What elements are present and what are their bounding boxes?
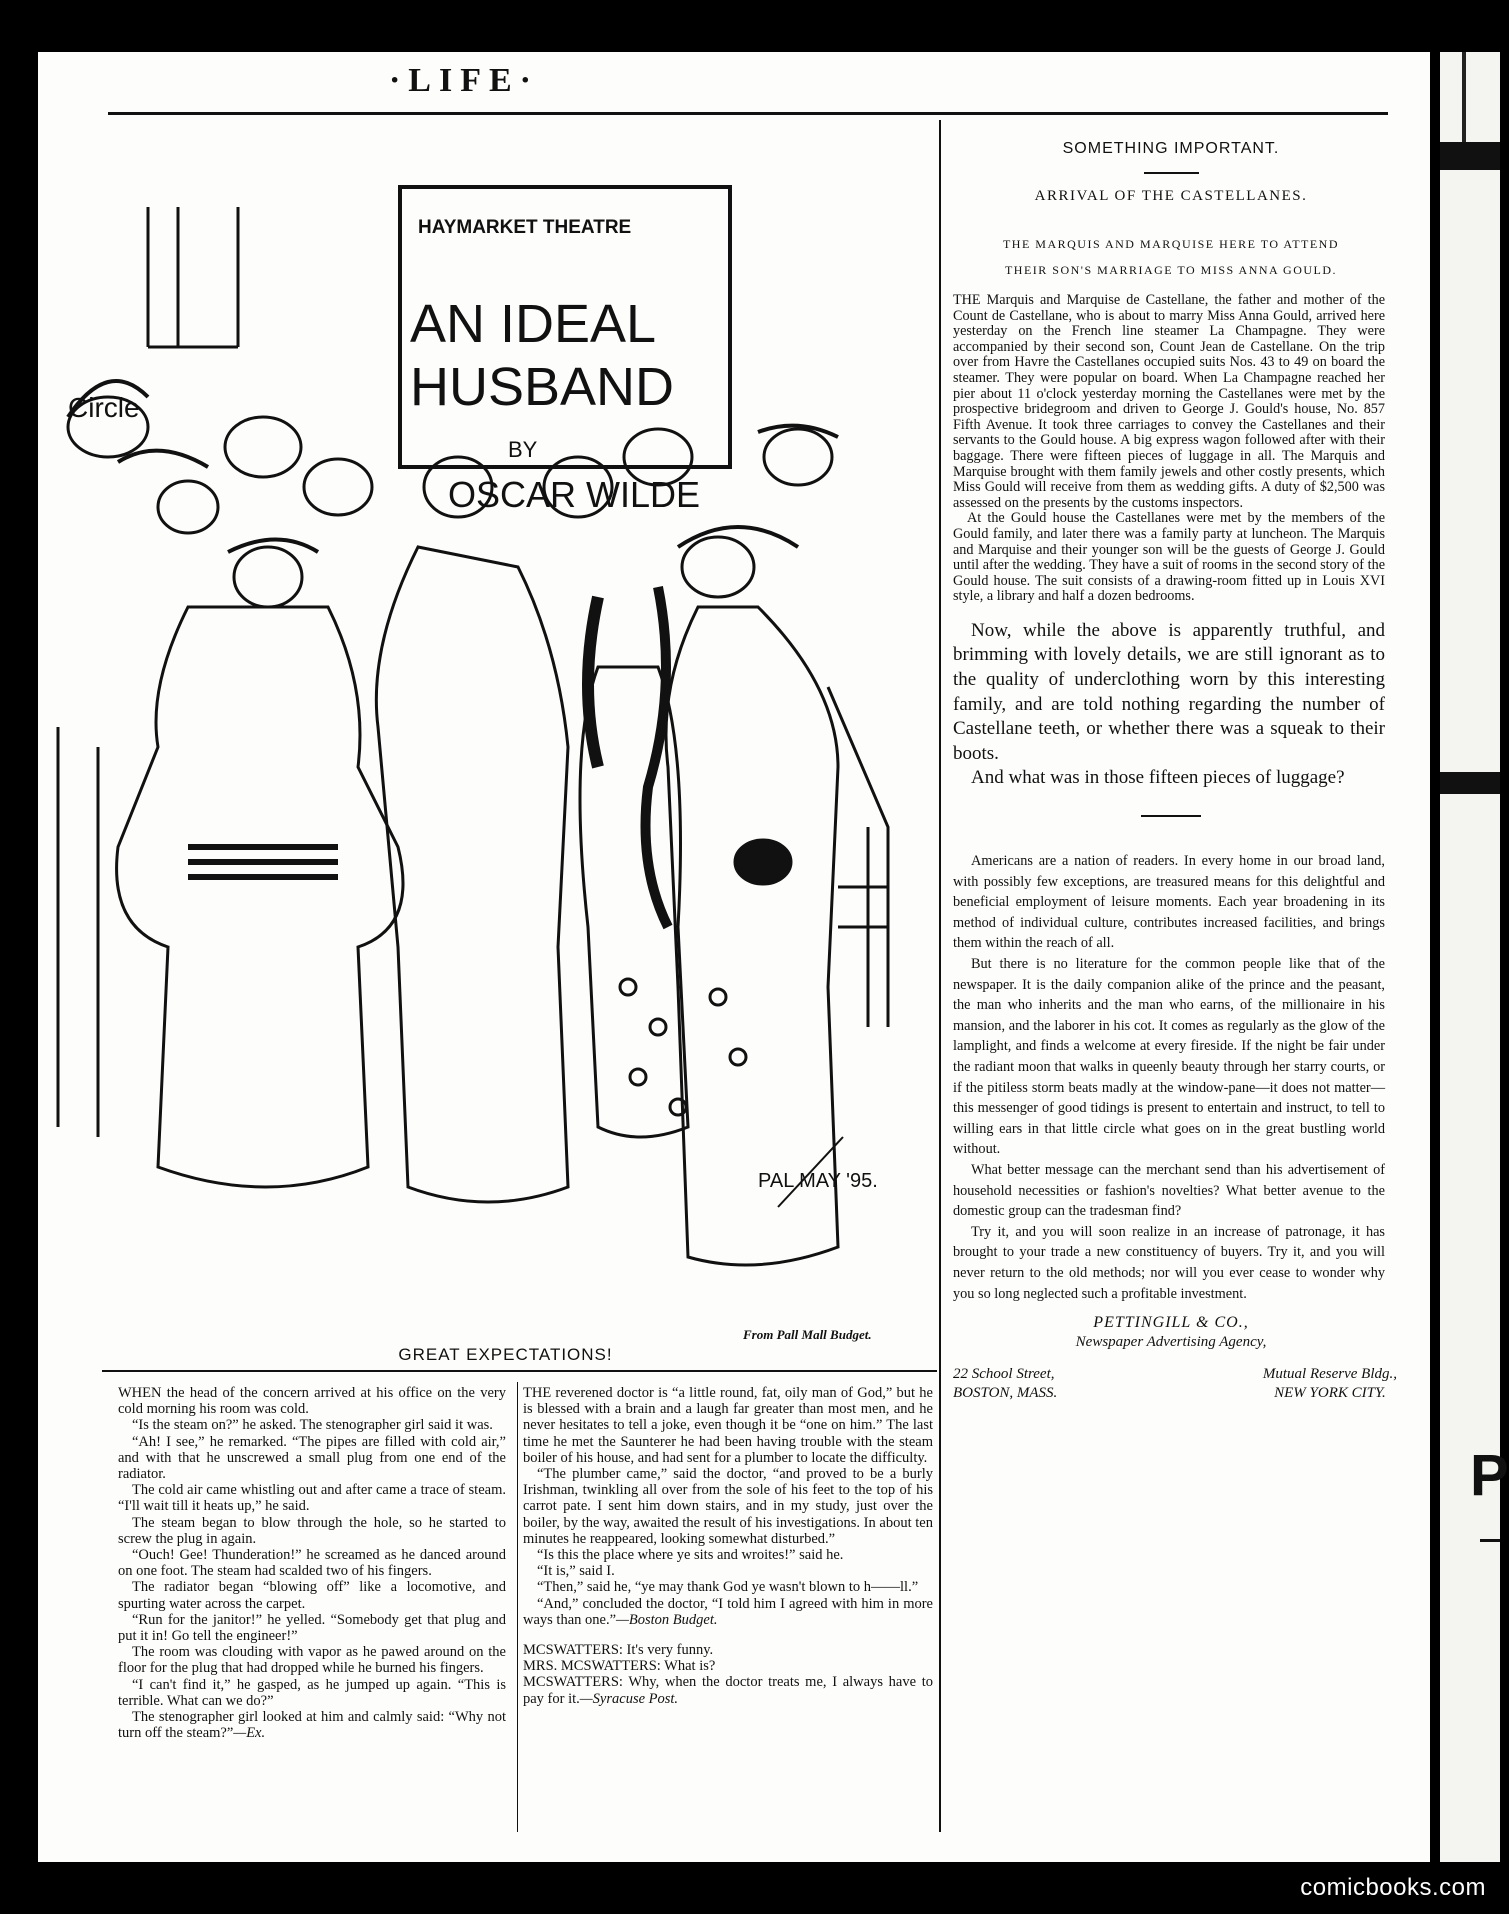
ad-paragraph: What better message can the merchant send than his advertisement of household necessities or fashion's novelties? What better avenue to the domestic group can the tradesman find? [953, 1161, 1385, 1220]
story-paragraph: “Then,” said he, “ye may thank God ye wasn't blown to h——ll.” [537, 1579, 919, 1596]
story-paragraph: “Run for the janitor!” he yelled. “Somebody get that plug and put it in! Go tell the engineer!” [118, 1611, 506, 1645]
watermark: comicbooks.com [1300, 1874, 1486, 1901]
article-paragraph: THE Marquis and Marquise de Castellane, the father and mother of the Count de Castellane, who is about to marry Miss Anna Gould, arrived here yesterday on the French line steamer La Champagne. They were accompanied by their second son, Count Jean de Castellane. On the trip over from Havre the Castellanes occupied suits Nos. 43 to 49 on board the steamer. They were popular on board. When La Champagne reached her pier about 11 o'clock yesterday morning the Castellanes were met by the prospective bridegroom and driven to George J. Gould's house, No. 857 Fifth Avenue. It took three carriages to convey the Castellanes and their servants to the Gould house. A big express wagon followed after with their baggage. There were fifteen pieces of luggage in all. The Marquis and Marquise brought with them family jewels and other costly presents, which Miss Gould will receive from them as wedding gifts. A duty of $2,500 was assessed on the presents by the customs inspectors. [953, 292, 1385, 511]
advertiser-description: Newspaper Advertising Agency, [1075, 1334, 1267, 1351]
comment-paragraph: And what was in those fifteen pieces of luggage? [971, 767, 1345, 789]
address-line: NEW YORK CITY. [1274, 1385, 1386, 1402]
story-paragraph: The cold air came whistling out and after came a trace of steam. “I'll wait till it heats up,” he said. [118, 1482, 506, 1515]
story-paragraph: The steam began to blow through the hole, so he started to screw the plug in again. [118, 1514, 506, 1547]
story-paragraph: “Ah! I see,” he remarked. “The pipes are filled with cold air,” and with that he unscrewed a small plug from one end of the radiator. [118, 1433, 506, 1483]
article-body [953, 293, 1385, 605]
caption-rule [102, 1370, 937, 1372]
address-line: BOSTON, MASS. [953, 1385, 1058, 1402]
section-rule [1141, 815, 1201, 817]
ad-paragraph: Americans are a nation of readers. In every home in our broad land, with possibly few exceptions, are treasured means for this delightful and beneficial employment of leisure moments. Each year broadening in its method of individual culture, contributes increased facilities, and brings them within the reach of all. [953, 853, 1385, 952]
magazine-page [38, 52, 1430, 1862]
adjacent-page-letter: P [1470, 1443, 1509, 1508]
advertiser-name: PETTINGILL & CO., [1093, 1314, 1249, 1332]
speaker: MRS. MCSWATTERS: [523, 1658, 661, 1675]
newyork-address [1263, 1365, 1397, 1403]
dialogue-line [523, 1674, 933, 1706]
editorial-comment [953, 619, 1385, 791]
sign-author: OSCAR WILDE [448, 474, 701, 515]
image-credit: From Pall Mall Budget. [743, 1327, 872, 1342]
story-source: —Ex. [233, 1725, 266, 1742]
ad-paragraph: But there is no literature for the common people like that of the newspaper. It is the daily companion alike of the prince and the peasant, the man who inherits and the man who earns, of the millionaire in his mansion, and the laborer in his cot. It comes as regularly as the glow of the lamplight, and finds a welcome at every fireside. If the night be fair under the radiant moon that walks in queenly beauty through her starry courts, or if the pitiless storm beats madly at the window-pane—it does not matter—this messenger of good tidings is present to entertain and instruct, to tell to willing ears in that little circle what goes on in the great bustling world without. [953, 956, 1385, 1158]
story-paragraph: WHEN the head of the concern arrived at his office on the very cold morning his room was cold. [118, 1385, 506, 1418]
heading-rule [1144, 172, 1199, 174]
edge-rule [1480, 1539, 1500, 1542]
cartoon-caption: GREAT EXPECTATIONS! [398, 1345, 613, 1364]
sign-title-line1: AN IDEAL [410, 294, 657, 354]
ad-paragraph: Try it, and you will soon realize in an increase of patronage, it has brought to your trade a new constituency of buyers. Try it, and you will never return to the old methods; nor will you ever cease to wonder why you so long neglected such a profitable investment. [953, 1223, 1385, 1302]
story-paragraph: “It is,” said I. [537, 1563, 615, 1580]
story-text: “And,” concluded the doctor, “I told him I agreed with him in more ways than one.” [523, 1595, 933, 1628]
story-text: The stenographer girl looked at him and calmly said: “Why not turn off the steam?” [118, 1709, 506, 1742]
steam-story [118, 1385, 506, 1741]
story-paragraph: “Ouch! Gee! Thunderation!” he screamed as he danced around on one foot. The steam had scalded two of his fingers. [118, 1547, 506, 1580]
right-column [941, 120, 1401, 1403]
masthead: ·LIFE· [388, 62, 540, 99]
deck-line: THEIR SON'S MARRIAGE TO MISS ANNA GOULD. [1004, 263, 1338, 277]
story-source: —Boston Budget. [616, 1611, 718, 1628]
dialogue-text: It's very funny. [626, 1642, 714, 1659]
dialogue-line [523, 1658, 933, 1674]
address-line: Mutual Reserve Bldg., [1262, 1366, 1397, 1383]
story-paragraph [118, 1709, 506, 1741]
dialogue-source: —Syracuse Post. [579, 1690, 679, 1707]
sign-theatre: HAYMARKET THEATRE [418, 217, 632, 238]
bottom-column-divider [517, 1382, 518, 1832]
sign-by: BY [508, 437, 538, 462]
story-paragraph [523, 1596, 933, 1628]
article-paragraph: At the Gould house the Castellanes were met by the members of the Gould family, and later there was a family party at luncheon. The Marquis and Marquise and their younger son will be the guests of George J. Gould until after the wedding. They have a suit of rooms in the second story of the Gould house. The suit consists of a drawing-room fitted up in Louis XVI style, a library and half a dozen bedrooms. [953, 510, 1385, 605]
edge-bar [1440, 142, 1500, 170]
story-paragraph: “Is the steam on?” he asked. The stenographer girl said it was. [132, 1417, 493, 1434]
article-deck [941, 231, 1401, 283]
dialogue-text: What is? [664, 1658, 716, 1675]
story-paragraph: The radiator began “blowing off” like a locomotive, and spurting water across the carpet. [118, 1579, 506, 1612]
circle-sign: Circle [68, 392, 140, 423]
story-paragraph: “The plumber came,” said the doctor, “and proved to be a burly Irishman, twinkling all over from the sole of his feet to the top of his carrot pate. I sent him down stairs, and in my study, just over the boiler, by the way, awaited the result of his investigations. In about ten minutes he reappeared, looking somewhat disturbed.” [523, 1466, 933, 1547]
story-paragraph: “I can't find it,” he gasped, as he jumped up again. “This is terrible. What can we do?” [118, 1676, 506, 1709]
boston-address [953, 1365, 1057, 1403]
cartoon-illustration [38, 127, 933, 1367]
masthead-rule [108, 112, 1388, 115]
adjacent-page-edge [1440, 52, 1509, 1862]
article-heading: SOMETHING IMPORTANT. [1062, 140, 1280, 157]
sign-title-line2: HUSBAND [410, 357, 675, 417]
deck-line: THE MARQUIS AND MARQUISE HERE TO ATTEND [1002, 237, 1340, 251]
advertisement [953, 851, 1385, 1304]
edge-bar [1440, 772, 1500, 794]
edge-rule [1462, 52, 1466, 142]
doctor-story [523, 1385, 933, 1707]
advertiser-addresses [953, 1365, 1397, 1403]
speaker: MCSWATTERS: [523, 1674, 623, 1691]
story-paragraph: THE reverened doctor is “a little round, fat, oily man of God,” but he is blessed with a brain and a laugh far greater than most men, and he never hesitates to tell a joke, even though it be “one on him.” The last time he met the Saunterer he had been having trouble with the steam boiler of his house, and had sent for a plumber to locate the difficulty. [523, 1385, 933, 1466]
comment-paragraph: Now, while the above is apparently truthful, and brimming with lovely details, we are still ignorant as to the quality of underclothing worn by this interesting family, and are told nothing regarding the number of Castellane teeth, or whether there was a squeak to their boots. [953, 619, 1385, 764]
artist-signature: PAL MAY '95. [758, 1170, 878, 1192]
dialogue-line [523, 1642, 933, 1658]
dialogue-text: Why, when the doctor treats me, I always have to pay for it. [523, 1674, 933, 1707]
speaker: MCSWATTERS: [523, 1642, 623, 1659]
address-line: 22 School Street, [953, 1366, 1055, 1383]
story-paragraph: “Is this the place where ye sits and wroites!” said he. [537, 1547, 844, 1564]
article-subheading: ARRIVAL OF THE CASTELLANES. [1034, 188, 1308, 204]
story-paragraph: The room was clouding with vapor as he pawed around on the floor for the plug that had dropped while he burned his fingers. [118, 1644, 506, 1677]
